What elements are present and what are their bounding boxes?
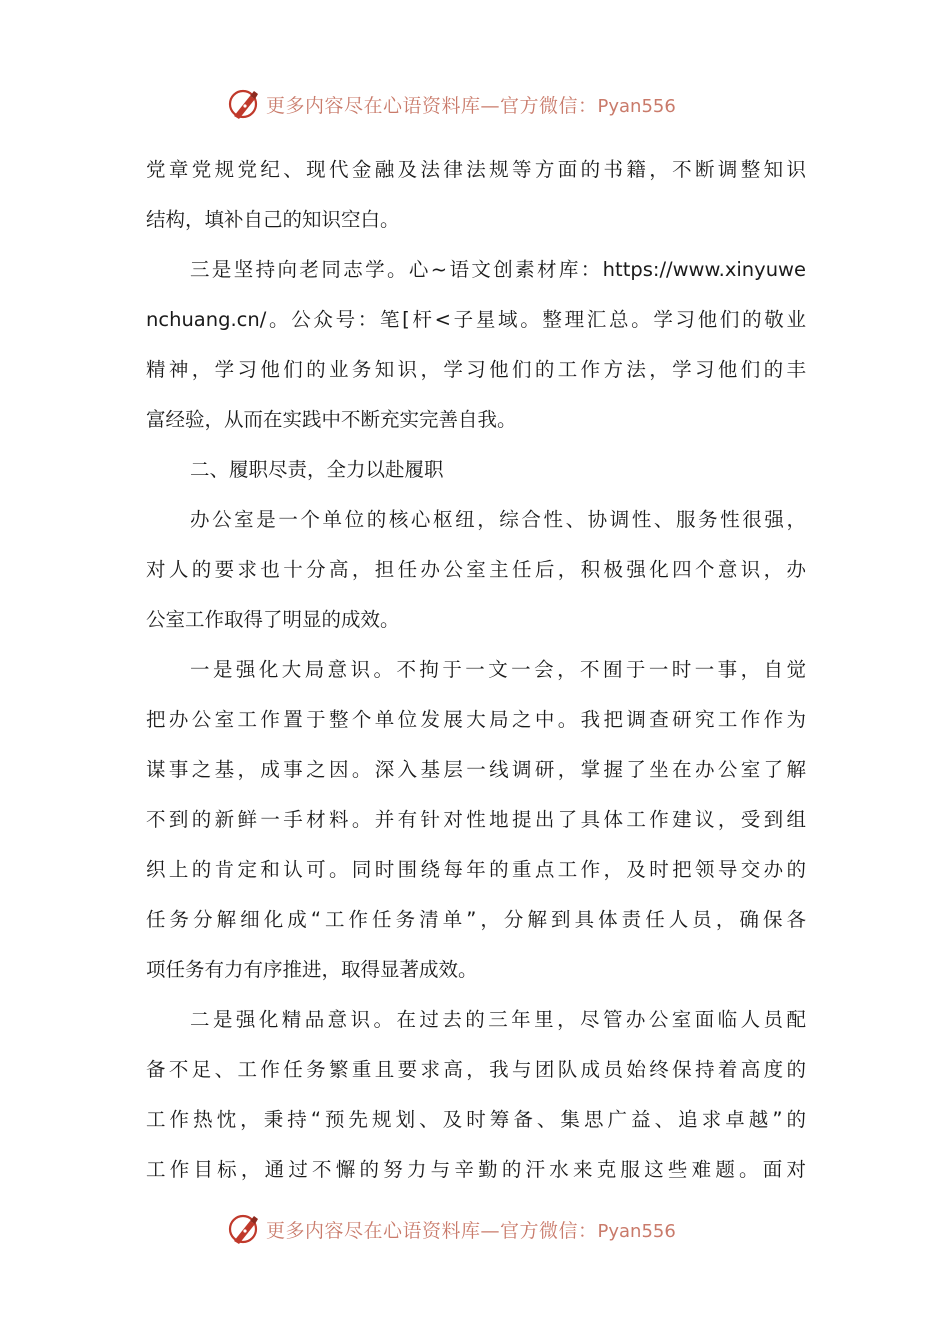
text-line: 任务分解细化成“工作任务清单”，分解到具体责任人员，确保各 — [146, 908, 806, 931]
pen-nib-circle-icon — [226, 1211, 262, 1247]
text-line: 办公室是一个单位的核心枢纽，综合性、协调性、服务性很强， — [190, 508, 806, 531]
text-line: 谋事之基，成事之因。深入基层一线调研，掌握了坐在办公室了解 — [146, 758, 806, 781]
text-line: 富经验，从而在实践中不断充实完善自我。 — [146, 408, 517, 431]
text-line: 备不足、工作任务繁重且要求高，我与团队成员始终保持着高度的 — [146, 1058, 806, 1081]
watermark-text: 更多内容尽在心语资料库—官方微信：Pyan556 — [266, 94, 676, 117]
watermark-banner-bottom — [226, 1209, 746, 1249]
section-heading: 二、履职尽责，全力以赴履职 — [190, 458, 444, 481]
wechat-id: Pyan556 — [597, 1220, 676, 1242]
text-line: 公室工作取得了明显的成效。 — [146, 608, 400, 631]
text-line: 把办公室工作置于整个单位发展大局之中。我把调查研究工作作为 — [146, 708, 806, 731]
text-line: 工作热忱，秉持“预先规划、及时筹备、集思广益、追求卓越”的 — [146, 1108, 806, 1131]
text-line: 工作目标，通过不懈的努力与辛勤的汗水来克服这些难题。面对 — [146, 1158, 806, 1181]
wechat-id: Pyan556 — [597, 95, 676, 117]
text-line: 二是强化精品意识。在过去的三年里，尽管办公室面临人员配 — [190, 1008, 806, 1031]
text-line: 党章党规党纪、现代金融及法律法规等方面的书籍，不断调整知识 — [146, 158, 806, 181]
watermark-text: 更多内容尽在心语资料库—官方微信：Pyan556 — [266, 1219, 676, 1242]
text-line: 项任务有力有序推进，取得显著成效。 — [146, 958, 478, 981]
text-line: 一是强化大局意识。不拘于一文一会，不囿于一时一事，自觉 — [190, 658, 806, 681]
pen-nib-circle-icon — [226, 86, 262, 122]
text-line: 结构，填补自己的知识空白。 — [146, 208, 400, 231]
watermark-banner-top — [226, 84, 746, 124]
text-line: 不到的新鲜一手材料。并有针对性地提出了具体工作建议，受到组 — [146, 808, 806, 831]
text-line: nchuang.cn/。公众号：笔[杆<子星域。整理汇总。学习他们的敬业 — [146, 308, 806, 331]
text-line: 三是坚持向老同志学。心~语文创素材库：https://www.xinyuwe — [190, 258, 806, 281]
text-line: 对人的要求也十分高，担任办公室主任后，积极强化四个意识，办 — [146, 558, 806, 581]
text-line: 精神，学习他们的业务知识，学习他们的工作方法，学习他们的丰 — [146, 358, 806, 381]
document-body — [146, 145, 806, 1195]
text-line: 织上的肯定和认可。同时围绕每年的重点工作，及时把领导交办的 — [146, 858, 806, 881]
